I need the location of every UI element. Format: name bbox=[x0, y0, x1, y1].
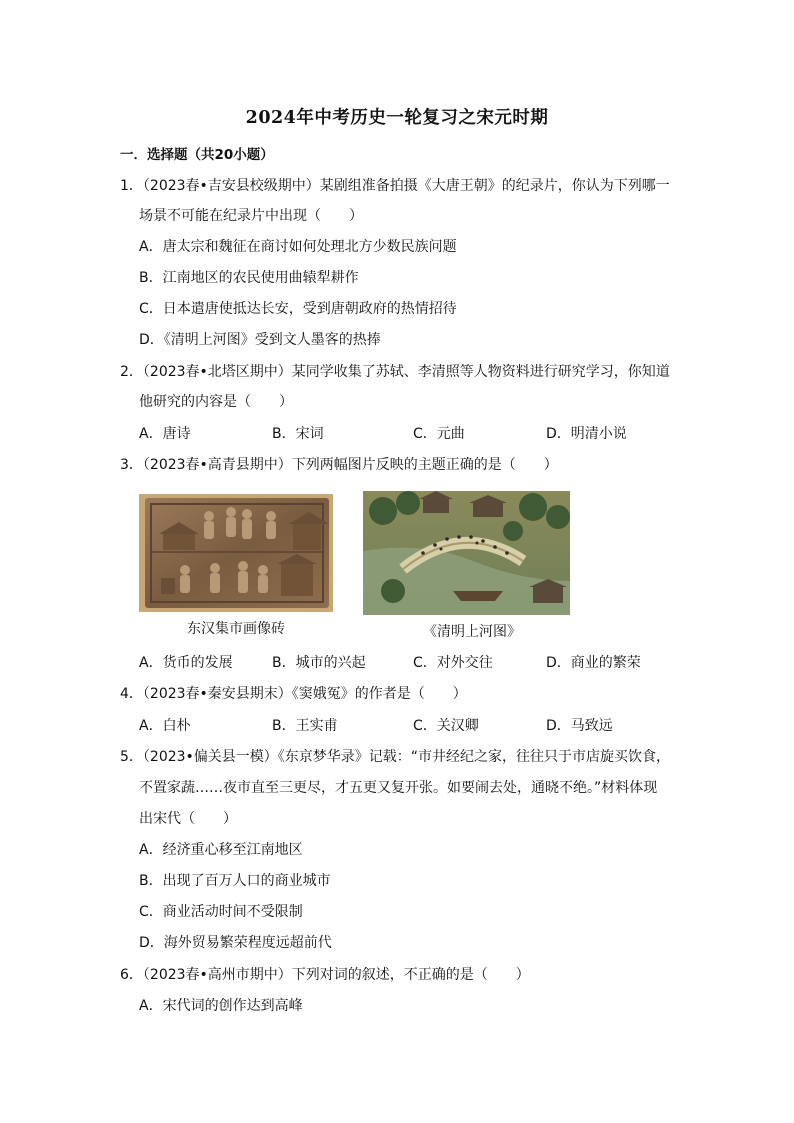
image-caption-left: 东汉集市画像砖 bbox=[187, 621, 285, 637]
question-2-option-c: C．元曲 bbox=[413, 426, 465, 442]
question-2-text: 2．（2023春•北塔区期中）某同学收集了苏轼、李清照等人物资料进行研究学习，你知道 bbox=[120, 364, 670, 380]
question-3-option-c: C．对外交往 bbox=[413, 655, 493, 671]
question-5-text-cont: 不置家蔬……夜市直至三更尽，才五更又复开张。如要闹去处，通晓不绝。”材料体现 bbox=[139, 780, 658, 796]
page-title: 2024年中考历史一轮复习之宋元时期 bbox=[245, 108, 549, 128]
question-2-option-d: D．明清小说 bbox=[546, 426, 627, 442]
question-1-option-b: B．江南地区的农民使用曲辕犁耕作 bbox=[139, 270, 359, 286]
question-4-text: 4．（2023春•秦安县期末）《窦娥冤》的作者是（ ） bbox=[120, 686, 467, 702]
question-3-option-a: A．货币的发展 bbox=[139, 655, 233, 671]
question-4-option-c: C．关汉卿 bbox=[413, 718, 479, 734]
question-2-text-cont: 他研究的内容是（ ） bbox=[139, 394, 293, 410]
question-5-option-c: C．商业活动时间不受限制 bbox=[139, 904, 303, 920]
question-3-option-d: D．商业的繁荣 bbox=[546, 655, 641, 671]
question-5-option-d: D．海外贸易繁荣程度远超前代 bbox=[139, 935, 332, 951]
question-1-option-a: A．唐太宗和魏征在商讨如何处理北方少数民族问题 bbox=[139, 239, 457, 255]
question-3-text: 3．（2023春•高青县期中）下列两幅图片反映的主题正确的是（ ） bbox=[120, 457, 558, 473]
question-2-option-a: A．唐诗 bbox=[139, 426, 191, 442]
question-1-text: 1．（2023春•吉安县校级期中）某剧组准备拍摄《大唐王朝》的纪录片，你认为下列哪一 bbox=[120, 178, 670, 194]
question-4-option-d: D．马致远 bbox=[546, 718, 613, 734]
question-5-option-b: B．出现了百万人口的商业城市 bbox=[139, 873, 331, 889]
question-4-option-a: A．白朴 bbox=[139, 718, 191, 734]
question-6-option-a: A．宋代词的创作达到高峰 bbox=[139, 998, 303, 1014]
question-5-text-cont2: 出宋代（ ） bbox=[139, 811, 237, 827]
question-1-text-cont: 场景不可能在纪录片中出现（ ） bbox=[139, 208, 363, 224]
image-caption-right: 《清明上河图》 bbox=[423, 624, 521, 640]
question-5-text: 5．（2023•偏关县一模）《东京梦华录》记载：“市井经纪之家，往往只于市店旋买饮食， bbox=[120, 749, 671, 765]
han-market-brick-image bbox=[139, 494, 333, 612]
qingming-painting-image bbox=[363, 491, 570, 615]
section-heading: 一．选择题（共20小题） bbox=[120, 147, 274, 163]
question-6-text: 6．（2023春•高州市期中）下列对词的叙述，不正确的是（ ） bbox=[120, 967, 530, 983]
question-1-option-d: D．《清明上河图》受到文人墨客的热捧 bbox=[139, 332, 381, 348]
question-3-option-b: B．城市的兴起 bbox=[272, 655, 366, 671]
question-1-option-c: C．日本遣唐使抵达长安，受到唐朝政府的热情招待 bbox=[139, 301, 457, 317]
question-2-option-b: B．宋词 bbox=[272, 426, 324, 442]
question-4-option-b: B．王实甫 bbox=[272, 718, 338, 734]
question-5-option-a: A．经济重心移至江南地区 bbox=[139, 842, 303, 858]
